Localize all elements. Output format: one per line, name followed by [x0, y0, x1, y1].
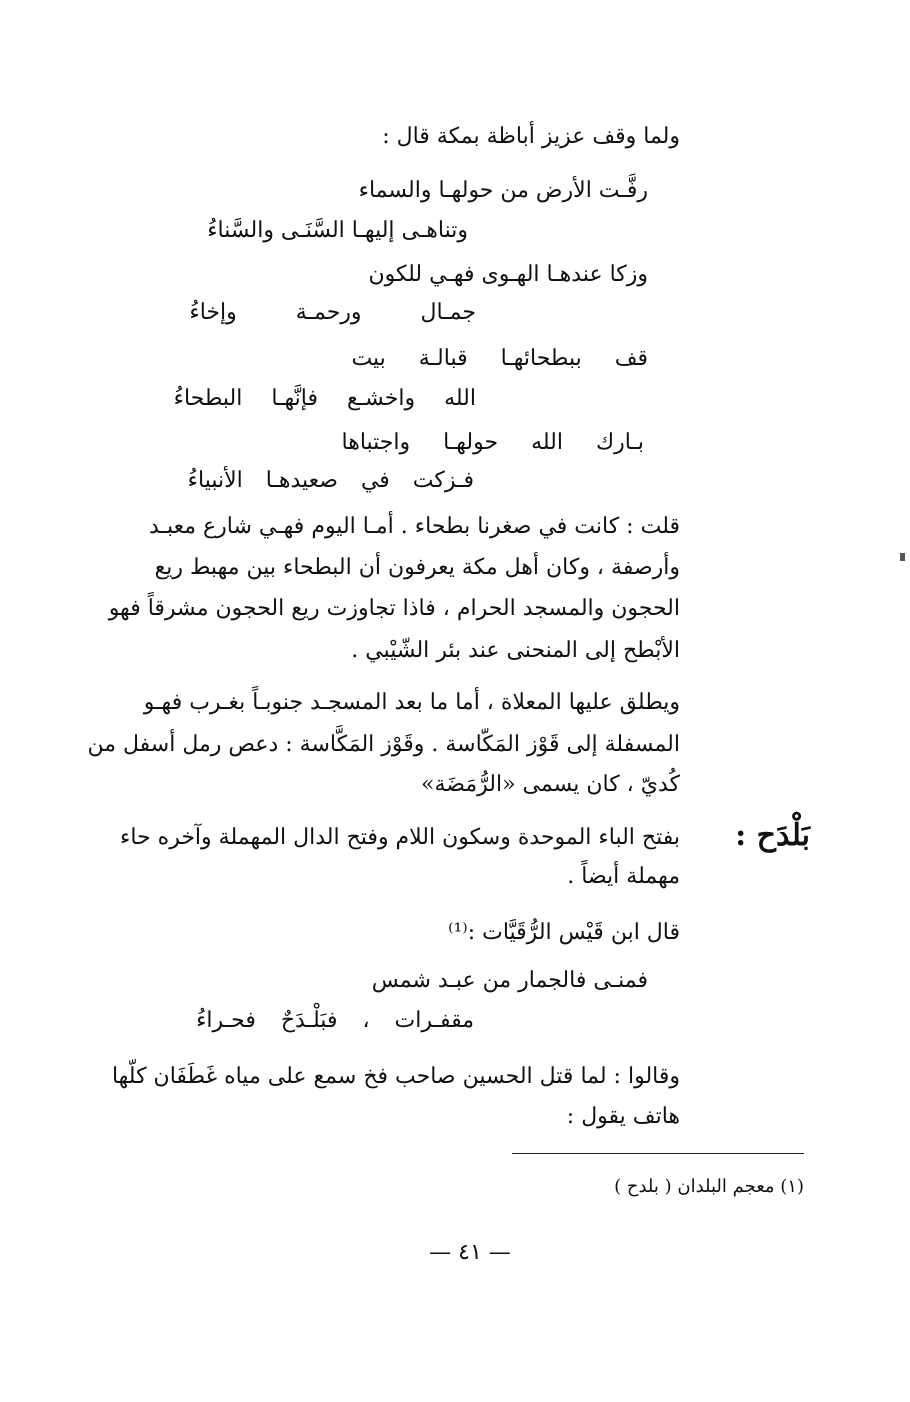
- verse-4-second-half: فـزكت في صعيدهـا الأنبياءُ: [187, 468, 474, 493]
- verse-3-second-half: الله واخشـع فإنَّهـا البطحاءُ: [173, 386, 476, 411]
- scan-mark: [900, 553, 905, 561]
- paragraph-3-line-1: بفتح الباء الموحدة وسكون اللام وفتح الدال المهملة وآخره حاء: [120, 825, 680, 850]
- verse-5-second-half: مقفـرات ، فبَلْـدَحٌ فحـراءُ: [196, 1008, 474, 1033]
- verse-1-first-half: رفَّـت الأرض من حولهـا والسماء: [358, 178, 648, 203]
- verse-1-second-half: وتناهـى إليهـا السَّنَـى والسَّناءُ: [207, 218, 468, 243]
- entry-headword: بَلْدَح :: [735, 818, 810, 853]
- verse-2-second-half: جمـال ورحمـة وإخاءُ: [189, 300, 476, 325]
- paragraph-5-line-2: هاتف يقول :: [566, 1104, 680, 1129]
- attribution-line: قال ابن قَيْس الرُّقَيَّات :⁽¹⁾: [448, 920, 680, 945]
- intro-line: ولما وقف عزيز أباظة بمكة قال :: [382, 124, 680, 149]
- verse-4-first-half: بـارك الله حولهـا واجتباها: [341, 430, 644, 455]
- paragraph-1-line-3: الحجون والمسجد الحرام ، فاذا تجاوزت ريع الحجون مشرقاً فهو: [108, 596, 680, 621]
- paragraph-1-line-4: الأبْطح إلى المنحنى عند بئر الشّيْبي .: [351, 638, 680, 663]
- paragraph-2-line-2: المسفلة إلى قَوْز المَكّاسة . وقَوْز المَكَّاسة : دعص رمل أسفل من: [87, 732, 680, 757]
- paragraph-1-line-2: وأرصفة ، وكان أهل مكة يعرفون أن البطحاء بين مهبط ريع: [154, 555, 680, 580]
- verse-2-first-half: وزكا عندهـا الهـوى فهـي للكون: [368, 262, 648, 287]
- paragraph-1-line-1: قلت : كانت في صغرنا بطحاء . أمـا اليوم فهـي شارع معبـد: [148, 514, 680, 539]
- paragraph-3-line-2: مهملة أيضاً .: [567, 864, 680, 889]
- footnote-divider: [512, 1153, 804, 1154]
- paragraph-2-line-1: ويطلق عليها المعلاة ، أما ما بعد المسجـد جنوبـاً بغـرب فهـو: [143, 690, 680, 715]
- footnote: (١) معجم البلدان ( بلدح ): [614, 1176, 804, 1197]
- paragraph-5-line-1: وقالوا : لما قتل الحسين صاحب فخ سمع على مياه غَطَفَان كلّها: [111, 1064, 680, 1089]
- page-number: — ٤١ —: [429, 1240, 511, 1265]
- verse-3-first-half: قف ببطحائهـا قبالـة بيت: [351, 346, 648, 371]
- paragraph-2-line-3: كُديّ ، كان يسمى «الرُّمَضَة»: [421, 772, 680, 797]
- verse-5-first-half: فمنـى فالجمار من عبـد شمس: [371, 968, 648, 993]
